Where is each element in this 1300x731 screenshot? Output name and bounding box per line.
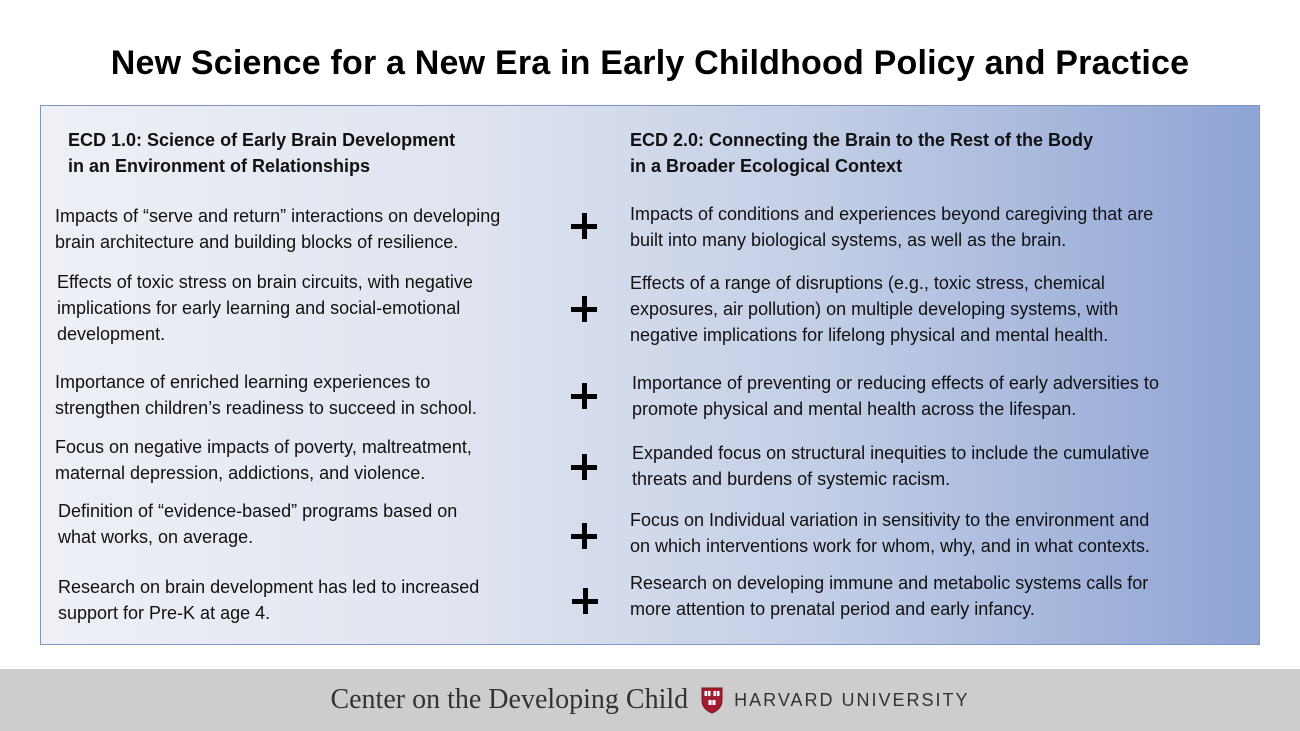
plus-icon — [571, 213, 597, 239]
footer-bar — [0, 669, 1300, 731]
slide-title: New Science for a New Era in Early Childhood Policy and Practice — [110, 44, 1190, 82]
harvard-shield-icon — [700, 686, 724, 714]
right-header-line-2: in a Broader Ecological Context — [630, 156, 903, 176]
plus-icon — [571, 296, 597, 322]
plus-icon — [571, 383, 597, 409]
center-name: Center on the Developing Child — [330, 684, 689, 715]
left-item-1: Impacts of “serve and return” interactions on developing brain architecture and building blocks of resilience. — [55, 206, 501, 252]
left-item-5: Definition of “evidence-based” programs based on what works, on average. — [58, 501, 458, 547]
right-item-6: Research on developing immune and metabolic systems calls for more attention to prenatal period and early infancy. — [630, 573, 1149, 619]
right-item-1: Impacts of conditions and experiences beyond caregiving that are built into many biological systems, as well as the brain. — [630, 204, 1154, 250]
right-header-line-1: ECD 2.0: Connecting the Brain to the Rest of the Body — [630, 130, 1094, 150]
left-header-line-1: ECD 1.0: Science of Early Brain Development — [68, 130, 456, 150]
left-item-6: Research on brain development has led to increased support for Pre-K at age 4. — [58, 577, 480, 623]
right-item-2: Effects of a range of disruptions (e.g., toxic stress, chemical exposures, air pollution) on multiple developing systems, with negative implications for lifelong physical and mental health. — [630, 273, 1119, 345]
left-item-4: Focus on negative impacts of poverty, maltreatment, maternal depression, addictions, and violence. — [55, 437, 472, 483]
left-header-line-2: in an Environment of Relationships — [68, 156, 371, 176]
left-column-header — [68, 127, 455, 179]
comparison-panel — [40, 105, 1260, 645]
left-item-2: Effects of toxic stress on brain circuits, with negative implications for early learning and social-emotional development. — [57, 272, 473, 344]
university-name: HARVARD UNIVERSITY — [734, 689, 970, 710]
right-item-3: Importance of preventing or reducing effects of early adversities to promote physical and mental health across the lifespan. — [632, 373, 1159, 419]
plus-icon — [571, 454, 597, 480]
plus-icon — [572, 588, 598, 614]
right-column-header — [630, 127, 1093, 179]
right-item-5: Focus on Individual variation in sensitivity to the environment and on which interventions work for whom, why, and in what contexts. — [630, 510, 1150, 556]
plus-icon — [571, 523, 597, 549]
left-item-3: Importance of enriched learning experiences to strengthen children’s readiness to succeed in school. — [55, 372, 477, 418]
right-item-4: Expanded focus on structural inequities to include the cumulative threats and burdens of systemic racism. — [632, 443, 1150, 489]
